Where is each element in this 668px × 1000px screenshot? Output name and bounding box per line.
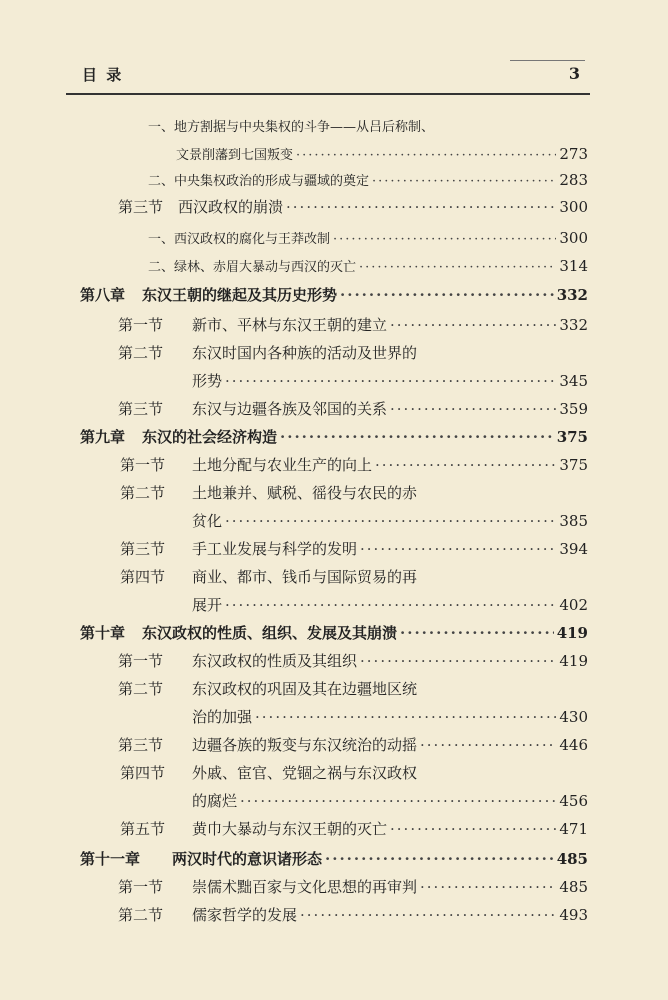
chapter-label: 第八章	[80, 286, 126, 304]
header-title: 目 录	[82, 66, 124, 84]
leader-dots	[420, 736, 556, 754]
entry-title: 新市、平林与东汉王朝的建立	[192, 316, 388, 334]
toc-entry	[118, 398, 588, 419]
entry-page: 300	[559, 229, 588, 247]
leader-dots	[255, 708, 556, 726]
entry-title: 崇儒术黜百家与文化思想的再审判	[192, 878, 418, 896]
leader-dots	[296, 148, 556, 163]
entry-page: 283	[559, 171, 588, 189]
entry-page: 446	[559, 736, 588, 754]
entry-page: 375	[556, 428, 588, 446]
toc-entry	[118, 650, 588, 671]
leader-dots	[360, 652, 556, 670]
entry-page: 493	[559, 906, 588, 924]
toc-entry	[118, 904, 588, 925]
entry-label: 第三节	[118, 198, 164, 216]
leader-dots	[390, 820, 556, 838]
toc-entry	[192, 706, 588, 727]
toc-entry	[192, 510, 588, 531]
chapter-label: 第九章	[80, 428, 126, 446]
entry-page: 419	[556, 624, 588, 642]
entry-label: 第二节	[120, 484, 166, 502]
entry-page: 402	[559, 596, 588, 614]
toc-entry	[192, 594, 588, 615]
leader-dots	[390, 316, 556, 334]
entry-title: 外戚、宦官、党锢之祸与东汉政权	[192, 764, 418, 782]
entry-title: 东汉政权的性质及其组织	[192, 652, 358, 670]
leader-dots	[240, 792, 556, 810]
leader-dots	[420, 878, 556, 896]
toc-entry	[176, 144, 588, 163]
entry-title: 儒家哲学的发展	[192, 906, 298, 924]
leader-dots	[325, 850, 554, 868]
entry-label: 第三节	[118, 736, 164, 754]
entry-title: 土地分配与农业生产的向上	[192, 456, 373, 474]
chapter-title: 东汉王朝的继起及其历史形势	[142, 286, 338, 304]
toc-chapter	[80, 284, 588, 305]
leader-dots	[280, 428, 554, 446]
leader-dots	[225, 372, 556, 390]
toc-chapter	[80, 848, 588, 869]
entry-page: 345	[559, 372, 588, 390]
page-number: 3	[568, 64, 580, 83]
entry-title: 的腐烂	[192, 792, 238, 810]
entry-label: 第一节	[118, 878, 164, 896]
entry-title: 商业、都市、钱币与国际贸易的再	[192, 568, 418, 586]
entry-page: 419	[559, 652, 588, 670]
entry-label: 一、	[148, 232, 175, 247]
entry-label: 第二节	[118, 344, 164, 362]
entry-title: 绿林、赤眉大暴动与西汉的灭亡	[174, 260, 357, 275]
entry-label: 第二节	[118, 906, 164, 924]
entry-title: 地方割据与中央集权的斗争——从吕后称制、	[174, 120, 435, 135]
toc-entry	[148, 256, 588, 275]
entry-page: 332	[556, 286, 588, 304]
entry-title: 展开	[192, 596, 223, 614]
entry-page: 314	[559, 257, 588, 275]
entry-page: 385	[559, 512, 588, 530]
entry-page: 375	[559, 456, 588, 474]
entry-label: 第四节	[120, 764, 166, 782]
toc-entry	[118, 876, 588, 897]
toc-entry	[120, 482, 588, 503]
leader-dots	[360, 540, 556, 558]
entry-label: 第四节	[120, 568, 166, 586]
entry-page: 300	[559, 198, 588, 216]
leader-dots	[375, 456, 556, 474]
header-rule	[66, 93, 590, 95]
entry-title: 治的加强	[192, 708, 253, 726]
page-header	[82, 64, 582, 90]
toc-entry	[192, 370, 588, 391]
toc-entry	[120, 566, 588, 587]
entry-label: 二、	[148, 260, 175, 275]
chapter-title: 东汉政权的性质、组织、发展及其崩溃	[142, 624, 398, 642]
entry-page: 273	[559, 145, 588, 163]
entry-label: 第一节	[120, 456, 166, 474]
chapter-title: 两汉时代的意识诸形态	[172, 850, 323, 868]
entry-title: 手工业发展与科学的发明	[192, 540, 358, 558]
leader-dots	[400, 624, 554, 642]
leader-dots	[225, 512, 556, 530]
top-rule-short	[510, 60, 585, 61]
entry-title: 东汉时国内各种族的活动及世界的	[192, 344, 418, 362]
leader-dots	[372, 174, 556, 189]
toc-entry	[120, 762, 588, 783]
entry-label: 一、	[148, 120, 175, 135]
chapter-label: 第十一章	[80, 850, 141, 868]
entry-title: 形势	[192, 372, 223, 390]
entry-page: 485	[559, 878, 588, 896]
toc-entry	[118, 314, 588, 335]
toc-entry	[118, 678, 588, 699]
entry-label: 二、	[148, 174, 175, 189]
entry-title: 西汉政权的崩溃	[178, 198, 284, 216]
leader-dots	[359, 260, 556, 275]
entry-label: 第三节	[118, 400, 164, 418]
toc-entry	[118, 342, 588, 363]
toc-entry	[120, 454, 588, 475]
entry-page: 359	[559, 400, 588, 418]
entry-title: 边疆各族的叛变与东汉统治的动摇	[192, 736, 418, 754]
entry-label: 第三节	[120, 540, 166, 558]
entry-page: 332	[559, 316, 588, 334]
entry-title: 土地兼并、赋税、徭役与农民的赤	[192, 484, 418, 502]
entry-title: 东汉与边疆各族及邻国的关系	[192, 400, 388, 418]
toc-entry	[118, 734, 588, 755]
chapter-title: 东汉的社会经济构造	[142, 428, 278, 446]
toc-entry	[148, 116, 588, 135]
toc-entry	[148, 170, 588, 189]
entry-page: 485	[556, 850, 588, 868]
leader-dots	[286, 198, 556, 216]
entry-page: 394	[559, 540, 588, 558]
entry-title: 东汉政权的巩固及其在边疆地区统	[192, 680, 418, 698]
toc-chapter	[80, 426, 588, 447]
leader-dots	[225, 596, 556, 614]
toc-entry	[120, 818, 588, 839]
entry-title: 中央集权政治的形成与疆域的奠定	[174, 174, 370, 189]
entry-title: 黄巾大暴动与东汉王朝的灭亡	[192, 820, 388, 838]
entry-page: 456	[559, 792, 588, 810]
entry-label: 第二节	[118, 680, 164, 698]
toc-entry	[118, 196, 588, 217]
entry-label: 第五节	[120, 820, 166, 838]
toc-entry	[148, 228, 588, 247]
entry-page: 430	[559, 708, 588, 726]
toc-entry	[192, 790, 588, 811]
leader-dots	[333, 232, 556, 247]
entry-label: 第一节	[118, 316, 164, 334]
leader-dots	[300, 906, 556, 924]
leader-dots	[390, 400, 556, 418]
entry-title: 贫化	[192, 512, 223, 530]
entry-label: 第一节	[118, 652, 164, 670]
entry-page: 471	[559, 820, 588, 838]
chapter-label: 第十章	[80, 624, 126, 642]
entry-title: 西汉政权的腐化与王莽改制	[174, 232, 331, 247]
leader-dots	[340, 286, 554, 304]
toc-entry	[120, 538, 588, 559]
toc-chapter	[80, 622, 588, 643]
entry-title: 文景削藩到七国叛变	[176, 148, 294, 163]
